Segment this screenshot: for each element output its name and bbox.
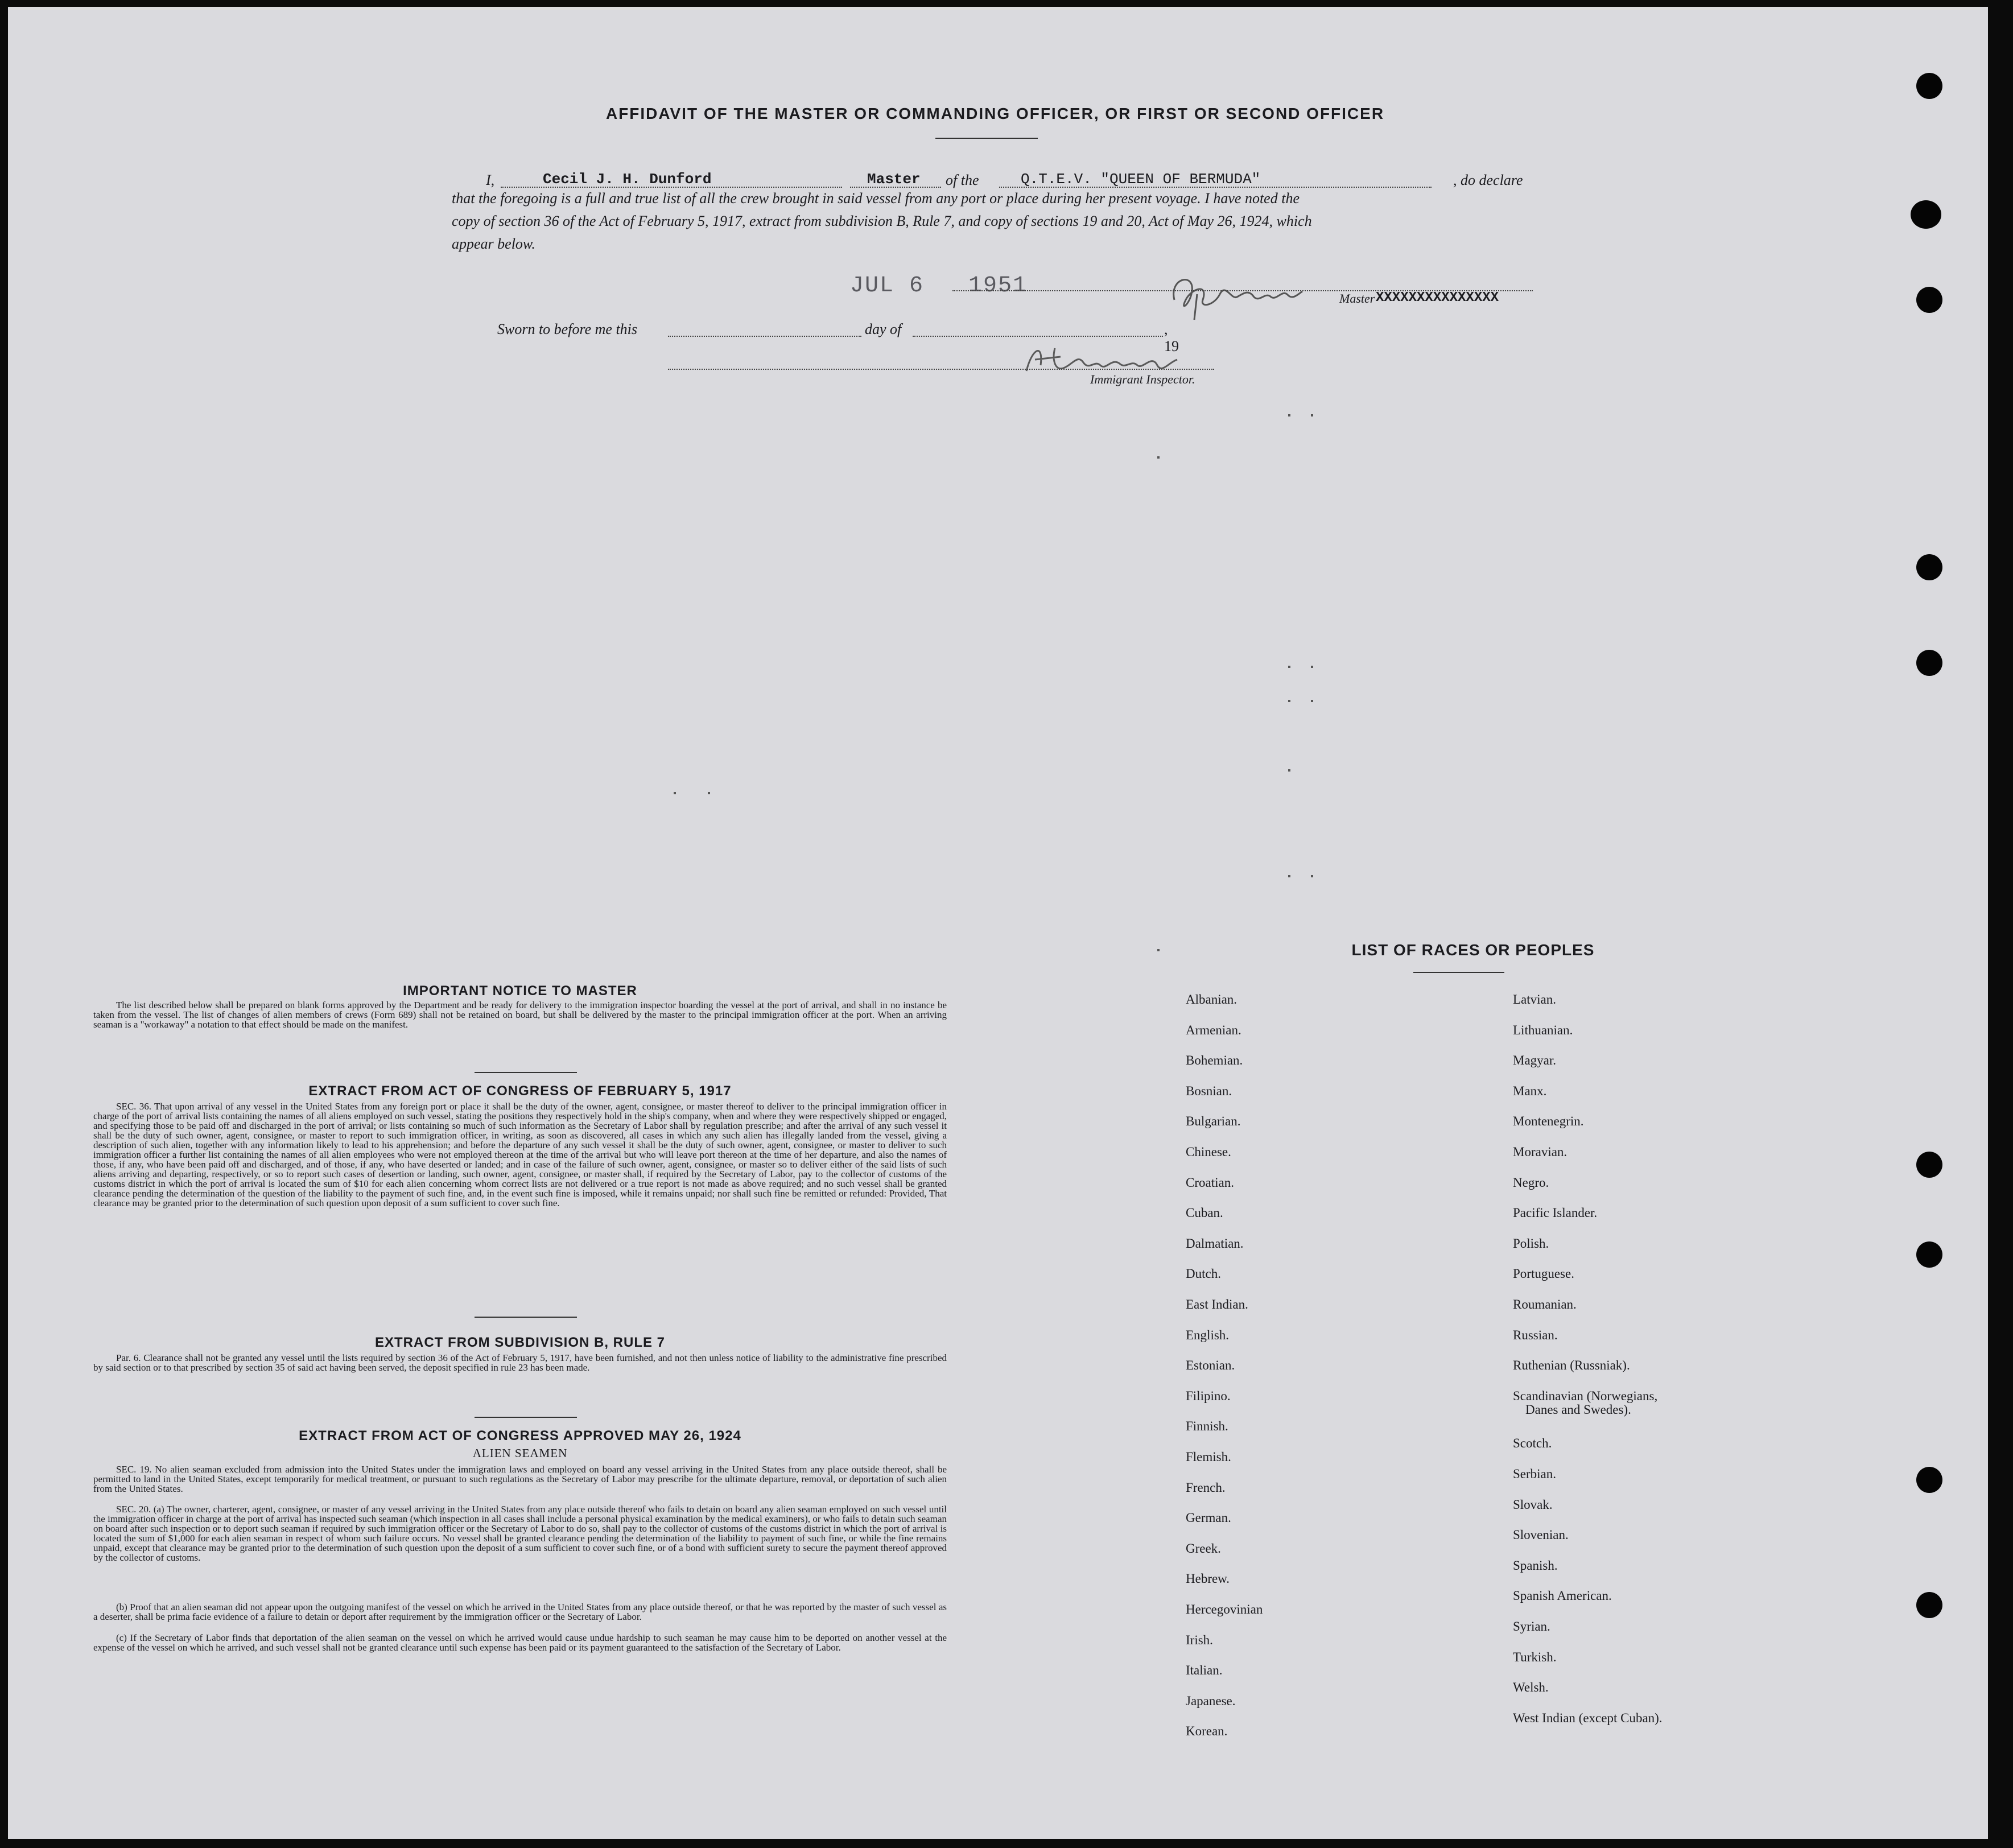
- race-item-left: Korean.: [1186, 1724, 1228, 1739]
- race-item-right: Ruthenian (Russniak).: [1513, 1358, 1630, 1373]
- section-rule: [475, 1417, 577, 1418]
- race-item-right: Danes and Swedes).: [1525, 1402, 1631, 1417]
- extract-1924-title: EXTRACT FROM ACT OF CONGRESS APPROVED MAY 26, 1924: [299, 1428, 741, 1443]
- punch-hole: [1916, 1592, 1942, 1618]
- race-item-left: Finnish.: [1186, 1419, 1228, 1434]
- subdivision-b-text: Par. 6. Clearance shall not be granted any vessel until the lists required by section 36 of the Act of February 5, 1917, have been furnished, and not then unless notice of liability to the administrative fine prescribed by said section or to that prescribed by section 35 of said act having been served, the deposit specified in rule 23 has been made.: [93, 1352, 947, 1373]
- declaration-line-2: that the foregoing is a full and true list of all the crew brought in said vessel from any port or place during her present voyage. I have noted the: [452, 190, 1300, 207]
- sec19-text: SEC. 19. No alien seaman excluded from admission into the United States under the immigration laws and employed on board any vessel arriving in the United States from any place outside thereof, shall be permitted to land in the United States, except temporarily for medical treatment, or pursuant to such regulations as the Secretary of Labor may prescribe for the ultimate departure, removal, or deportation of such alien from the United States.: [93, 1464, 947, 1494]
- race-item-left: Dutch.: [1186, 1267, 1221, 1281]
- speck: [1157, 949, 1160, 951]
- speck: [1288, 769, 1290, 772]
- races-rule: [1413, 972, 1504, 973]
- race-item-right: Pacific Islander.: [1513, 1206, 1598, 1220]
- speck: [1288, 875, 1290, 877]
- race-item-right: Slovenian.: [1513, 1528, 1569, 1542]
- master-label: Master: [1339, 291, 1375, 306]
- race-item-left: Filipino.: [1186, 1388, 1231, 1403]
- declaration-prefix: I,: [486, 172, 495, 188]
- race-item-left: Hebrew.: [1186, 1571, 1230, 1586]
- sworn-day-label: day of: [865, 321, 902, 337]
- race-item-right: Welsh.: [1513, 1680, 1549, 1695]
- punch-hole: [1916, 554, 1942, 580]
- rank-dotline: [850, 187, 941, 188]
- section-rule: [475, 1072, 577, 1073]
- race-item-left: Croatian.: [1186, 1175, 1234, 1190]
- inspector-signature-line: [668, 369, 1214, 370]
- date-stamp: JUL 6 1951: [850, 273, 1028, 299]
- race-item-left: East Indian.: [1186, 1297, 1248, 1311]
- sworn-prefix: Sworn to before me this: [497, 321, 638, 337]
- extract-1917-title: EXTRACT FROM ACT OF CONGRESS OF FEBRUARY 5, 1917: [308, 1083, 732, 1099]
- race-item-right: Manx.: [1513, 1083, 1547, 1098]
- race-item-right: Turkish.: [1513, 1649, 1557, 1664]
- race-item-right: Latvian.: [1513, 992, 1556, 1006]
- sworn-day-dotline: [668, 336, 861, 337]
- punch-hole: [1916, 650, 1942, 676]
- race-item-left: Japanese.: [1186, 1693, 1236, 1708]
- punch-hole: [1916, 1241, 1942, 1268]
- race-item-right: Spanish.: [1513, 1558, 1558, 1573]
- race-item-left: Albanian.: [1186, 992, 1238, 1006]
- extract-1917-text: SEC. 36. That upon arrival of any vessel in the United States from any foreign port or place it shall be the duty of the owner, agent, consignee, or master thereof to deliver to the principal immigration officer in charge of the port of arrival lists containing the names of all aliens employed on such vessel, stating the positions they respectively hold in the ship's company, when and where they were respectively shipped or engaged, and specifying those to be paid off and discharged in the port of arrival; or lists containing so much of such information as the Secretary of Labor shall by regulation prescribe; and after the arrival of any such vessel it shall be the duty of such owner, agent, consignee, or master to report to such immigration officer, in writing, as soon as discovered, all cases in which any such alien has illegally landed from the vessel, giving a description of such alien, together with any information likely to lead to his apprehension; and before the departure of any such vessel it shall be the duty of such owner, agent, consignee, or master to deliver to such immigration officer a further list containing the names of all alien employees who were not employed thereon at the time of the arrival but who will leave port thereon at the time of her departure, and also the names of those, if any, who have been paid off and discharged, and of those, if any, who have deserted or landed; and in case of the failure of such owner, agent, consignee, or master so to deliver either of the said lists of such aliens arriving and departing, respectively, or so to report such cases of desertion or landing, such owner, agent, consignee, or master shall, if required by the Secretary of Labor, pay to the collector of customs of the customs district in which the port of arrival is located the sum of $10 for each alien concerning whom correct lists are not delivered or a true report is not made as above required; and no such vessel shall be granted clearance pending the determination of the question of the liability to the payment of such fine, and, in the event such fine is imposed, while it remains unpaid; nor shall such fine be remitted or refunded: Provided, That clearance may be granted prior to the determination of such question upon deposit of a sum sufficient to cover such fine.: [93, 1101, 947, 1208]
- sec20c-text: (c) If the Secretary of Labor finds that deportation of the alien seaman on the vessel on which he arrived would cause undue hardship to such seaman he may cause him to be deported on another vessel at the expense of the vessel on which he arrived, and such vessel shall not be granted clearance until such expense has been paid or its payment guaranteed to the satisfaction of the Secretary of Labor.: [93, 1632, 947, 1653]
- race-item-left: German.: [1186, 1511, 1231, 1525]
- vessel-name: Q.T.E.V. "QUEEN OF BERMUDA": [1021, 171, 1261, 188]
- race-item-left: Hercegovinian: [1186, 1602, 1263, 1616]
- notice-title: IMPORTANT NOTICE TO MASTER: [403, 983, 637, 999]
- race-item-right: Syrian.: [1513, 1619, 1550, 1634]
- master-signature: [1163, 266, 1311, 323]
- declaration-suffix: , do declare: [1453, 172, 1523, 188]
- race-item-right: Russian.: [1513, 1327, 1558, 1342]
- race-item-left: Bohemian.: [1186, 1053, 1243, 1068]
- race-item-left: Estonian.: [1186, 1358, 1235, 1373]
- punch-hole: [1916, 287, 1942, 313]
- master-name: Cecil J. H. Dunford: [543, 171, 712, 188]
- races-title: LIST OF RACES OR PEOPLES: [1351, 941, 1595, 959]
- race-item-left: Irish.: [1186, 1632, 1213, 1647]
- race-item-left: English.: [1186, 1327, 1230, 1342]
- declaration-line-4: appear below.: [452, 236, 535, 252]
- sworn-year-label: , 19: [1164, 321, 1179, 354]
- race-item-right: West Indian (except Cuban).: [1513, 1710, 1663, 1725]
- rank-value: Master: [867, 171, 921, 188]
- speck: [1288, 414, 1290, 416]
- punch-hole: [1916, 73, 1942, 99]
- race-item-right: Moravian.: [1513, 1145, 1568, 1159]
- of-the-label: of the: [946, 172, 979, 188]
- race-item-right: Serbian.: [1513, 1467, 1557, 1481]
- race-item-left: Italian.: [1186, 1663, 1223, 1678]
- punch-hole: [1911, 200, 1941, 229]
- race-item-right: Magyar.: [1513, 1053, 1557, 1068]
- race-item-left: Armenian.: [1186, 1022, 1241, 1037]
- race-item-right: Spanish American.: [1513, 1589, 1612, 1603]
- race-item-right: Negro.: [1513, 1175, 1549, 1190]
- declaration-line-1: [452, 172, 1544, 191]
- race-item-right: Polish.: [1513, 1236, 1549, 1251]
- race-item-right: Slovak.: [1513, 1497, 1553, 1512]
- race-item-left: Bosnian.: [1186, 1083, 1232, 1098]
- speck: [1311, 700, 1313, 702]
- speck: [1311, 875, 1313, 877]
- subdivision-b-title: EXTRACT FROM SUBDIVISION B, RULE 7: [374, 1335, 666, 1350]
- race-item-right: Roumanian.: [1513, 1297, 1577, 1311]
- notice-text: The list described below shall be prepared on blank forms approved by the Department and be ready for delivery to the immigration inspector boarding the vessel at the port of arrival, and shall in no instance be taken from the vessel. The list of changes of alien members of crews (Form 689) shall not be retained on board, but shall be delivered by the master to the principal immigration officer at the port. When an arriving seaman is a "workaway" a notation to that effect should be made on the manifest.: [93, 1000, 947, 1030]
- race-item-right: Lithuanian.: [1513, 1022, 1573, 1037]
- race-item-right: Portuguese.: [1513, 1267, 1574, 1281]
- inspector-label: Immigrant Inspector.: [1090, 372, 1195, 386]
- speck: [1311, 414, 1313, 416]
- document-page: [8, 7, 1988, 1839]
- declaration-line-3: copy of section 36 of the Act of February 5, 1917, extract from subdivision B, Rule 7, and copy of sections 19 and 20, Act of May 26, 1924, which: [452, 213, 1312, 229]
- title-rule: [935, 138, 1038, 139]
- race-item-right: Scandinavian (Norwegians,: [1513, 1388, 1658, 1403]
- speck: [708, 792, 710, 794]
- speck: [1157, 456, 1160, 459]
- speck: [1288, 666, 1290, 668]
- race-item-right: Scotch.: [1513, 1436, 1552, 1451]
- punch-hole: [1916, 1152, 1942, 1178]
- race-item-left: Cuban.: [1186, 1206, 1223, 1220]
- sec20b-text: (b) Proof that an alien seaman did not appear upon the outgoing manifest of the vessel on which he arrived in the United States from any place outside thereof, or that he was reported by the master of such vessel as a deserter, shall be prima facie evidence of a failure to detain or deport after requirement by the immigration officer or the Secretary of Labor.: [93, 1602, 947, 1622]
- affidavit-title: AFFIDAVIT OF THE MASTER OR COMMANDING OFFICER, OR FIRST OR SECOND OFFICER: [605, 105, 1385, 122]
- alien-seamen-subtitle: ALIEN SEAMEN: [472, 1446, 568, 1460]
- speck: [1311, 666, 1313, 668]
- race-item-right: Montenegrin.: [1513, 1114, 1584, 1129]
- punch-hole: [1916, 1467, 1942, 1493]
- speck: [1288, 700, 1290, 702]
- race-item-left: Flemish.: [1186, 1450, 1231, 1464]
- sec20a-text: SEC. 20. (a) The owner, charterer, agent, consignee, or master of any vessel arriving in the United States from any place outside thereof who fails to detain on board any alien seaman employed on such vessel until the immigration officer in charge at the port of arrival has inspected such seaman (which inspection in all cases shall include a personal physical examination by the medical examiners), or who fails to detain such seaman on board after such inspection or to deport such seaman if required by such immigration officer or the Secretary of Labor to do so, shall pay to the collector of customs of the customs district in which the port of arrival is located the sum of $1,000 for each alien seaman in respect of whom such failure occurs. No vessel shall be granted clearance pending the determination of the liability to payment of such fine, or while the fine remains unpaid, except that clearance may be granted prior to the determination of such question upon the deposit of a sum sufficient to cover such fine, or of a bond with sufficient surety to secure the payment thereof approved by the collector of customs.: [93, 1504, 947, 1563]
- section-rule: [475, 1317, 577, 1318]
- race-item-left: Chinese.: [1186, 1145, 1231, 1159]
- race-item-left: Greek.: [1186, 1541, 1221, 1556]
- race-item-left: French.: [1186, 1480, 1226, 1495]
- struck-title: XXXXXXXXXXXXXXX: [1376, 290, 1499, 306]
- speck: [674, 792, 676, 794]
- race-item-left: Bulgarian.: [1186, 1114, 1241, 1129]
- race-item-left: Dalmatian.: [1186, 1236, 1244, 1251]
